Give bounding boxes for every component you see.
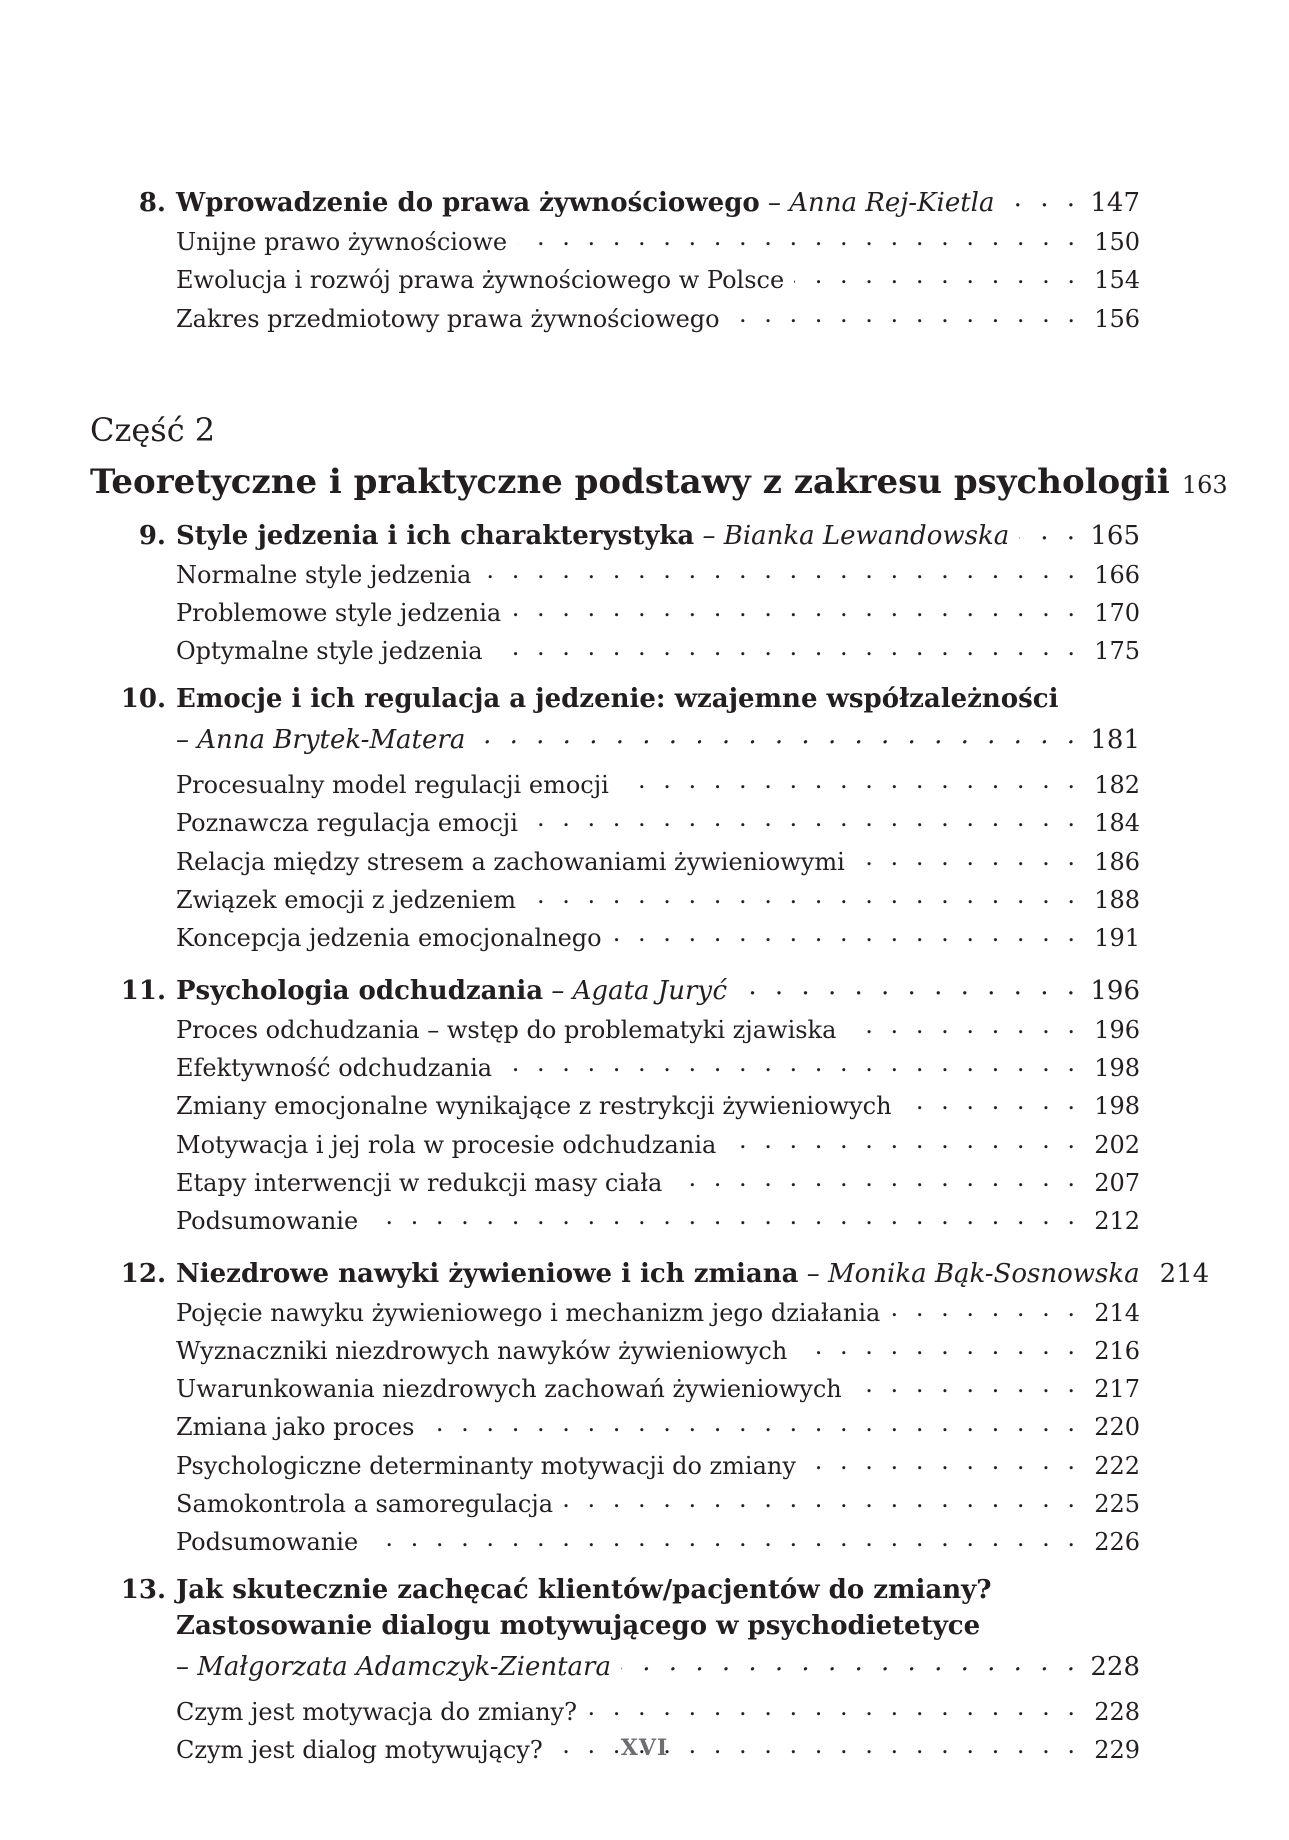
chapter-number: 8. bbox=[138, 188, 166, 219]
page-number: 202 bbox=[1094, 1130, 1140, 1159]
page-number: 207 bbox=[1094, 1168, 1140, 1197]
leader-dots bbox=[424, 1407, 1080, 1436]
leader-dots bbox=[730, 298, 1080, 327]
section-label: Etapy interwencji w redukcji masy ciała bbox=[176, 1168, 663, 1197]
toc-section bbox=[110, 841, 1140, 879]
chapter-heading bbox=[44, 180, 1140, 221]
chapter-heading bbox=[110, 1251, 1210, 1292]
section-label: Relacja między stresem a zachowaniami żywieniowymi bbox=[176, 847, 845, 876]
leader-dots bbox=[902, 1085, 1080, 1114]
chapter-9 bbox=[110, 513, 1140, 669]
page-number: 226 bbox=[1094, 1528, 1140, 1557]
chapter-heading bbox=[110, 513, 1140, 554]
chapter-title: Emocje i ich regulacja a jedzenie: wzajemne współzależności bbox=[176, 683, 1059, 714]
page-number: 220 bbox=[1094, 1413, 1140, 1442]
toc-section bbox=[110, 554, 1140, 592]
toc-section bbox=[110, 631, 1140, 669]
section-label: Czym jest motywacja do zmiany? bbox=[176, 1697, 577, 1726]
leader-dots bbox=[1004, 180, 1080, 211]
section-label: Ewolucja i rozwój prawa żywnościowego w Polsce bbox=[176, 266, 785, 295]
page-number: 225 bbox=[1094, 1490, 1140, 1519]
section-label: Zmiany emocjonalne wynikające z restrykcji żywieniowych bbox=[176, 1092, 892, 1121]
page-number: 186 bbox=[1094, 847, 1140, 876]
leader-dots bbox=[806, 1445, 1080, 1474]
page-number: 166 bbox=[1094, 560, 1140, 589]
toc-section bbox=[110, 1162, 1140, 1200]
chapter-author: – Bianka Lewandowska bbox=[702, 521, 1010, 552]
chapter-8 bbox=[110, 180, 1140, 336]
page-number: 147 bbox=[1090, 188, 1140, 219]
chapter-author: – Małgorzata Adamczyk-Zientara bbox=[176, 1652, 611, 1683]
toc-section bbox=[110, 802, 1140, 840]
chapter-author-line bbox=[110, 1644, 1140, 1685]
page-number: 150 bbox=[1094, 227, 1140, 256]
page-folio: XVI bbox=[620, 1735, 669, 1761]
page-number: 191 bbox=[1094, 924, 1140, 953]
part-title-text: Teoretyczne i praktyczne podstawy z zakresu psychologii bbox=[90, 461, 1170, 502]
chapter-author: – Monika Bąk-Sosnowska bbox=[806, 1258, 1140, 1289]
toc-section bbox=[110, 1407, 1140, 1445]
part-label: Część 2 bbox=[90, 411, 216, 450]
leader-dots bbox=[528, 802, 1080, 831]
leader-dots bbox=[493, 631, 1080, 660]
toc-section bbox=[110, 1445, 1140, 1483]
page-number: 222 bbox=[1094, 1451, 1140, 1480]
page-number: 154 bbox=[1094, 266, 1140, 295]
page-number: 163 bbox=[1181, 470, 1228, 499]
section-label: Unijne prawo żywnościowe bbox=[176, 227, 508, 256]
page-number: 217 bbox=[1094, 1375, 1140, 1404]
page-number: 165 bbox=[1090, 521, 1140, 552]
section-label: Związek emocji z jedzeniem bbox=[176, 885, 517, 914]
chapter-author: – Anna Rej-Kietla bbox=[767, 188, 995, 219]
page-number: 196 bbox=[1094, 1015, 1140, 1044]
toc-section bbox=[110, 1047, 1140, 1085]
section-label: Poznawcza regulacja emocji bbox=[176, 809, 518, 838]
chapter-label bbox=[110, 1256, 1140, 1292]
leader-dots bbox=[481, 554, 1080, 583]
chapter-heading bbox=[110, 1572, 1140, 1608]
section-label: Proces odchudzania – wstęp do problematyki zjawiska bbox=[176, 1015, 837, 1044]
leader-dots bbox=[517, 221, 1080, 250]
chapter-author: – Anna Brytek-Matera bbox=[176, 725, 466, 756]
chapter-title: Niezdrowe nawyki żywieniowe i ich zmiana bbox=[176, 1258, 799, 1289]
chapter-heading bbox=[110, 968, 1140, 1009]
leader-dots bbox=[368, 1200, 1080, 1229]
section-label: Optymalne style jedzenia bbox=[176, 637, 483, 666]
toc-section bbox=[110, 1009, 1140, 1047]
chapter-author-line bbox=[110, 717, 1140, 758]
page-number: 198 bbox=[1094, 1053, 1140, 1082]
section-label: Podsumowanie bbox=[176, 1207, 359, 1236]
chapter-title: Jak skutecznie zachęcać klientów/pacjentów do zmiany? bbox=[176, 1574, 992, 1605]
toc-section bbox=[110, 592, 1140, 630]
toc-section bbox=[110, 1200, 1140, 1238]
leader-dots bbox=[890, 1292, 1080, 1321]
page-number: 212 bbox=[1094, 1207, 1140, 1236]
leader-dots bbox=[619, 764, 1080, 793]
page-number: 216 bbox=[1094, 1336, 1140, 1365]
toc-section bbox=[110, 298, 1140, 336]
leader-dots bbox=[526, 879, 1080, 908]
page-number: 198 bbox=[1094, 1092, 1140, 1121]
chapter-number: 13. bbox=[120, 1574, 166, 1605]
page-number: 182 bbox=[1094, 770, 1140, 799]
section-label: Motywacja i jej rola w procesie odchudzania bbox=[176, 1130, 717, 1159]
toc-section bbox=[110, 221, 1140, 259]
section-label: Problemowe style jedzenia bbox=[176, 599, 502, 628]
toc-section bbox=[110, 259, 1140, 297]
leader-dots bbox=[502, 1047, 1080, 1076]
leader-dots bbox=[563, 1483, 1080, 1512]
section-label: Efektywność odchudzania bbox=[176, 1053, 493, 1082]
leader-dots bbox=[368, 1522, 1080, 1551]
section-label: Czym jest dialog motywujący? bbox=[176, 1736, 543, 1765]
page-number: 214 bbox=[1159, 1258, 1210, 1289]
leader-dots bbox=[794, 259, 1080, 288]
leader-dots bbox=[846, 1009, 1080, 1038]
chapter-number: 9. bbox=[138, 521, 166, 552]
leader-dots bbox=[587, 1691, 1080, 1720]
leader-dots bbox=[737, 968, 1080, 999]
toc-section bbox=[110, 1085, 1140, 1123]
page-number: 228 bbox=[1094, 1697, 1140, 1726]
leader-dots bbox=[511, 592, 1080, 621]
page-number: 228 bbox=[1090, 1652, 1140, 1683]
chapter-title-continued: Zastosowanie dialogu motywującego w psychodietetyce bbox=[176, 1610, 981, 1641]
page-number: 170 bbox=[1094, 599, 1140, 628]
page-number: 188 bbox=[1094, 885, 1140, 914]
section-label: Podsumowanie bbox=[176, 1528, 359, 1557]
toc-section bbox=[110, 1368, 1140, 1406]
section-label: Zakres przedmiotowy prawa żywnościowego bbox=[176, 304, 720, 333]
toc-section bbox=[110, 764, 1140, 802]
leader-dots bbox=[1019, 513, 1080, 544]
toc-section bbox=[110, 917, 1140, 955]
chapter-11 bbox=[110, 968, 1140, 1239]
toc-section bbox=[110, 1691, 1140, 1729]
section-label: Normalne style jedzenia bbox=[176, 560, 472, 589]
toc-section bbox=[110, 1483, 1140, 1521]
section-label: Procesualny model regulacji emocji bbox=[176, 770, 609, 799]
chapter-author: – Agata Jurуć bbox=[551, 975, 728, 1006]
leader-dots bbox=[612, 917, 1080, 946]
table-of-contents bbox=[90, 180, 1228, 1780]
section-label: Wyznaczniki niezdrowych nawyków żywieniowych bbox=[176, 1336, 788, 1365]
page-number: 181 bbox=[1090, 725, 1140, 756]
leader-dots bbox=[621, 1644, 1080, 1675]
toc-section bbox=[110, 1522, 1140, 1560]
chapter-number: 12. bbox=[120, 1258, 166, 1289]
chapter-title: Style jedzenia i ich charakterystyka bbox=[176, 521, 695, 552]
page-number: 184 bbox=[1094, 809, 1140, 838]
chapter-title: Wprowadzenie do prawa żywnościowego bbox=[176, 188, 760, 219]
section-label: Samokontrola a samoregulacja bbox=[176, 1490, 554, 1519]
section-label: Psychologiczne determinanty motywacji do zmiany bbox=[176, 1451, 796, 1480]
chapter-12 bbox=[110, 1251, 1210, 1560]
chapter-number: 11. bbox=[120, 975, 166, 1006]
chapter-title: Psychologia odchudzania bbox=[176, 975, 544, 1006]
leader-dots bbox=[475, 717, 1080, 748]
chapter-label bbox=[110, 973, 727, 1009]
page-number: 196 bbox=[1090, 975, 1140, 1006]
chapter-number: 10. bbox=[120, 683, 166, 714]
chapter-label bbox=[44, 185, 994, 221]
section-label: Pojęcie nawyku żywieniowego i mechanizm jego działania bbox=[176, 1298, 881, 1327]
section-label: Zmiana jako proces bbox=[176, 1413, 415, 1442]
leader-dots bbox=[726, 1124, 1080, 1153]
leader-dots bbox=[855, 841, 1080, 870]
page-number: 175 bbox=[1094, 637, 1140, 666]
leader-dots bbox=[672, 1162, 1080, 1191]
toc-section bbox=[110, 1330, 1140, 1368]
leader-dots bbox=[797, 1330, 1080, 1359]
toc-section bbox=[110, 879, 1140, 917]
part-title bbox=[90, 452, 1228, 509]
chapter-10 bbox=[110, 681, 1140, 956]
page-number: 214 bbox=[1094, 1298, 1140, 1327]
leader-dots bbox=[852, 1368, 1080, 1397]
page-number: 156 bbox=[1094, 304, 1140, 333]
section-label: Uwarunkowania niezdrowych zachowań żywieniowych bbox=[176, 1375, 842, 1404]
page-number: 229 bbox=[1094, 1736, 1140, 1765]
chapter-heading bbox=[110, 681, 1140, 717]
chapter-label bbox=[110, 518, 1009, 554]
section-label: Koncepcja jedzenia emocjonalnego bbox=[176, 924, 602, 953]
toc-section bbox=[110, 1292, 1140, 1330]
toc-section bbox=[110, 1124, 1140, 1162]
